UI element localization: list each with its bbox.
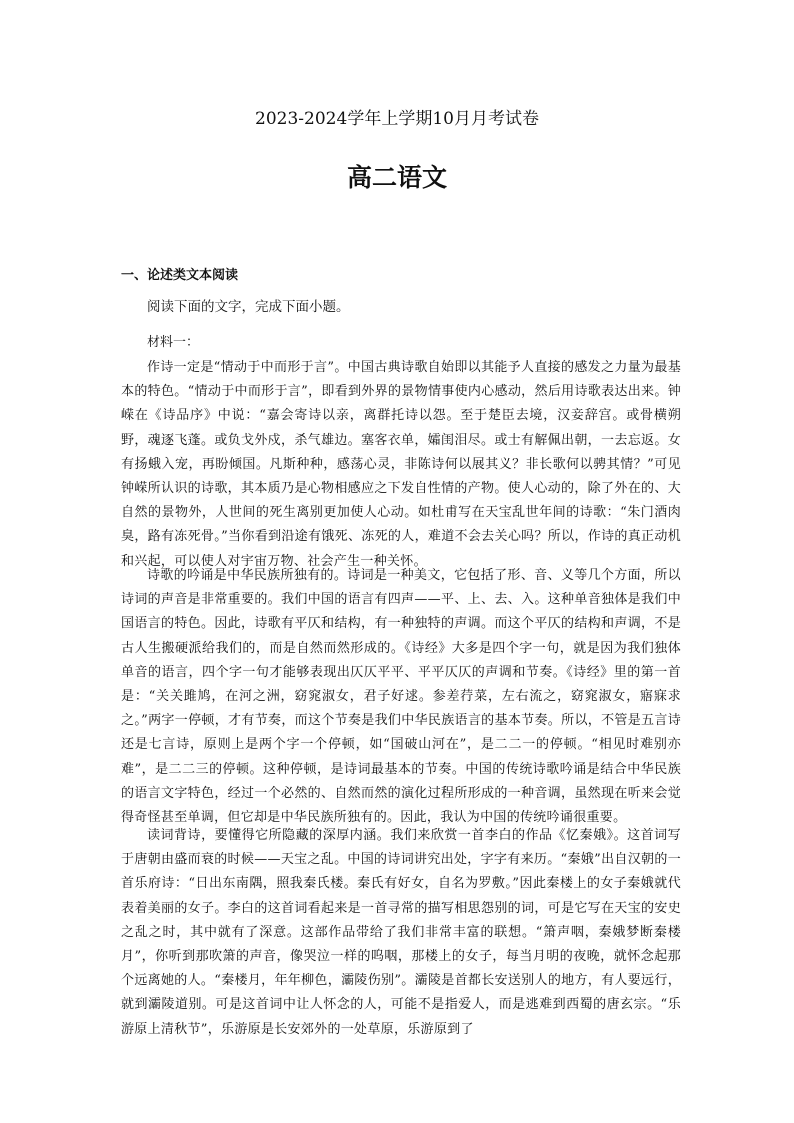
paragraph: 诗歌的吟诵是中华民族所独有的。诗词是一种美文，它包括了形、音、义等几个方面，所以诗词的声音是非常重要的。我们中国的语言有四声——平、上、去、入。这种单音独体是我们中国语言的特色。因此，诗歌有平仄和结构，有一种独特的声调。而这个平仄的结构和声调，不是古人生搬硬派给我们的，而是自然而然形成的。《诗经》大多是四个字一句，就是因为我们独体单音的语言，四个字一句才能够表现出仄仄平平、平平仄仄的声调和节奏。《诗经》里的第一首是：“关关雎鸠，在河之洲，窈窕淑女，君子好逑。参差荇菜，左右流之，窈窕淑女，寤寐求之。”两字一停顿，才有节奏，而这个节奏是我们中华民族语言的基本节奏。所以，不管是五言诗还是七言诗，原则上是两个字一个停顿，如“国破山河在”，是二二一的停顿。“相见时难别亦难”，是二二三的停顿。这种停顿，是诗词最基本的节奏。中国的传统诗歌吟诵是结合中华民族的语言文字特色，经过一个必然的、自然而然的演化过程所形成的一种音调，虽然现在听来会觉得奇怪甚至单调，但它却是中华民族所独有的。因此，我认为中国的传统吟诵很重要。 bbox=[121, 568, 681, 826]
material-label: 材料一： bbox=[147, 335, 200, 350]
paragraph: 读词背诗，要懂得它所隐藏的深厚内涵。我们来欣赏一首李白的作品《忆秦娥》。这首词写于唐朝由盛而衰的时候——天宝之乱。中国的诗词讲究出处，字字有来历。“秦娥”出自汉朝的一首乐府诗：“日出东南隅，照我秦氏楼。秦氏有好女，自名为罗敷。”因此秦楼上的女子秦娥就代表着美丽的女子。李白的这首词看起来是一首寻常的描写相思怨别的词，可是它写在天宝的安史之乱之时，其中就有了深意。这部作品带给了我们非常丰富的联想。“箫声咽，秦娥梦断秦楼月”，你听到那吹箫的声音，像哭泣一样的呜咽，那楼上的女子，每当月明的夜晚，就怀念起那个远离她的人。“秦楼月，年年柳色，灞陵伤别”。灞陵是首都长安送别人的地方，有人要远行，就到灞陵道别。可是这首词中让人怀念的人，可能不是指爱人，而是逃难到西蜀的唐玄宗。“乐游原上清秋节”，乐游原是长安郊外的一处草原，乐游原到了 bbox=[121, 828, 681, 1037]
exam-title: 2023-2024学年上学期10月月考试卷 bbox=[255, 109, 539, 129]
paragraph: 作诗一定是“情动于中而形于言”。中国古典诗歌自始即以其能予人直接的感发之力量为最基本的特色。“情动于中而形于言”，即看到外界的景物情事使内心感动，然后用诗歌表达出来。钟嵘在《诗品序》中说：“嘉会寄诗以亲，离群托诗以怨。至于楚臣去境，汉妾辞宫。或骨横朔野，魂逐飞蓬。或负戈外戍，杀气雄边。塞客衣单，孀闺泪尽。或士有解佩出朝，一去忘返。女有扬蛾入宠，再盼倾国。凡斯种种，感荡心灵，非陈诗何以展其义？非长歌何以骋其情？”可见钟嵘所认识的诗歌，其本质乃是心物相感应之下发自性情的产物。使人心动的，除了外在的、大自然的景物外，人世间的死生离别更加使人心动。如杜甫写在天宝乱世年间的诗歌：“朱门酒肉臭，路有冻死骨。”当你看到沿途有饿死、冻死的人，难道不会去关心吗？所以，作诗的真正动机和兴起，可以使人对宇宙万物、社会产生一种关怀。 bbox=[121, 360, 681, 569]
subject-title: 高二语文 bbox=[346, 163, 447, 192]
section-heading: 一、论述类文本阅读 bbox=[121, 268, 239, 283]
reading-instruction: 阅读下面的文字，完成下面小题。 bbox=[147, 299, 350, 315]
